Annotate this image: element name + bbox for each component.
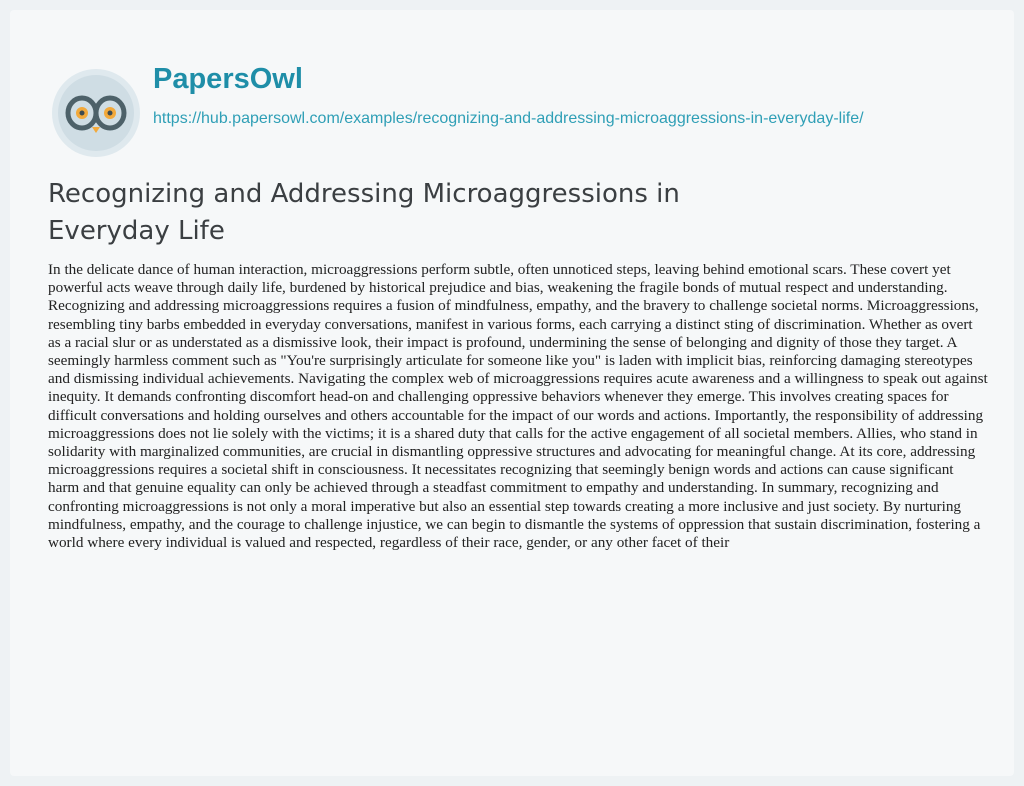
page-title: Recognizing and Addressing Microaggressions in Everyday Life bbox=[48, 179, 680, 246]
owl-eyes-icon bbox=[48, 65, 144, 161]
brand-name: PapersOwl bbox=[153, 63, 303, 95]
article-body: In the delicate dance of human interaction, microaggressions perform subtle, often unnoticed steps, leaving behind emotional scars. These covert yet powerful acts weave through daily life, burdened by historical prejudice and bias, weakening the fragile bonds of mutual respect and understanding. Recognizing and addressing microaggressions requires a fusion of mindfulness, empathy, and the bravery to challenge societal norms. Microaggressions, resembling tiny barbs embedded in everyday conversations, manifest in various forms, each carrying a distinct sting of discrimination. Whether as overt as a racial slur or as understated as a dismissive look, their impact is profound, undermining the sense of belonging and dignity of those they target. A seemingly harmless comment such as "You're surprisingly articulate for someone like you" is laden with implicit bias, reinforcing damaging stereotypes and dismissing individual achievements. Navigating the complex web of microaggressions requires acute awareness and a willingness to speak out against inequity. It demands confronting discomfort head-on and challenging oppressive behaviors whenever they emerge. This involves creating spaces for difficult conversations and holding ourselves and others accountable for the impact of our words and actions. Importantly, the responsibility of addressing microaggressions does not lie solely with the victims; it is a shared duty that calls for the active engagement of all societal members. Allies, who stand in solidarity with marginalized communities, are crucial in dismantling oppressive structures and advocating for meaningful change. At its core, addressing microaggressions requires a societal shift in consciousness. It necessitates recognizing that seemingly benign words and actions can cause significant harm and that genuine equality can only be achieved through a steadfast commitment to empathy and understanding. In summary, recognizing and confronting microaggressions is not only a moral imperative but also an essential step towards creating a more inclusive and just society. By nurturing mindfulness, empathy, and the courage to challenge injustice, we can begin to dismantle the systems of oppression that sustain discrimination, fostering a world where every individual is valued and respected, regardless of their race, gender, or any other facet of their bbox=[48, 261, 988, 552]
document-page bbox=[10, 10, 1014, 776]
source-url-link[interactable]: https://hub.papersowl.com/examples/recognizing-and-addressing-microaggressions-in-everyday-life/ bbox=[153, 110, 864, 127]
header bbox=[10, 10, 1014, 160]
